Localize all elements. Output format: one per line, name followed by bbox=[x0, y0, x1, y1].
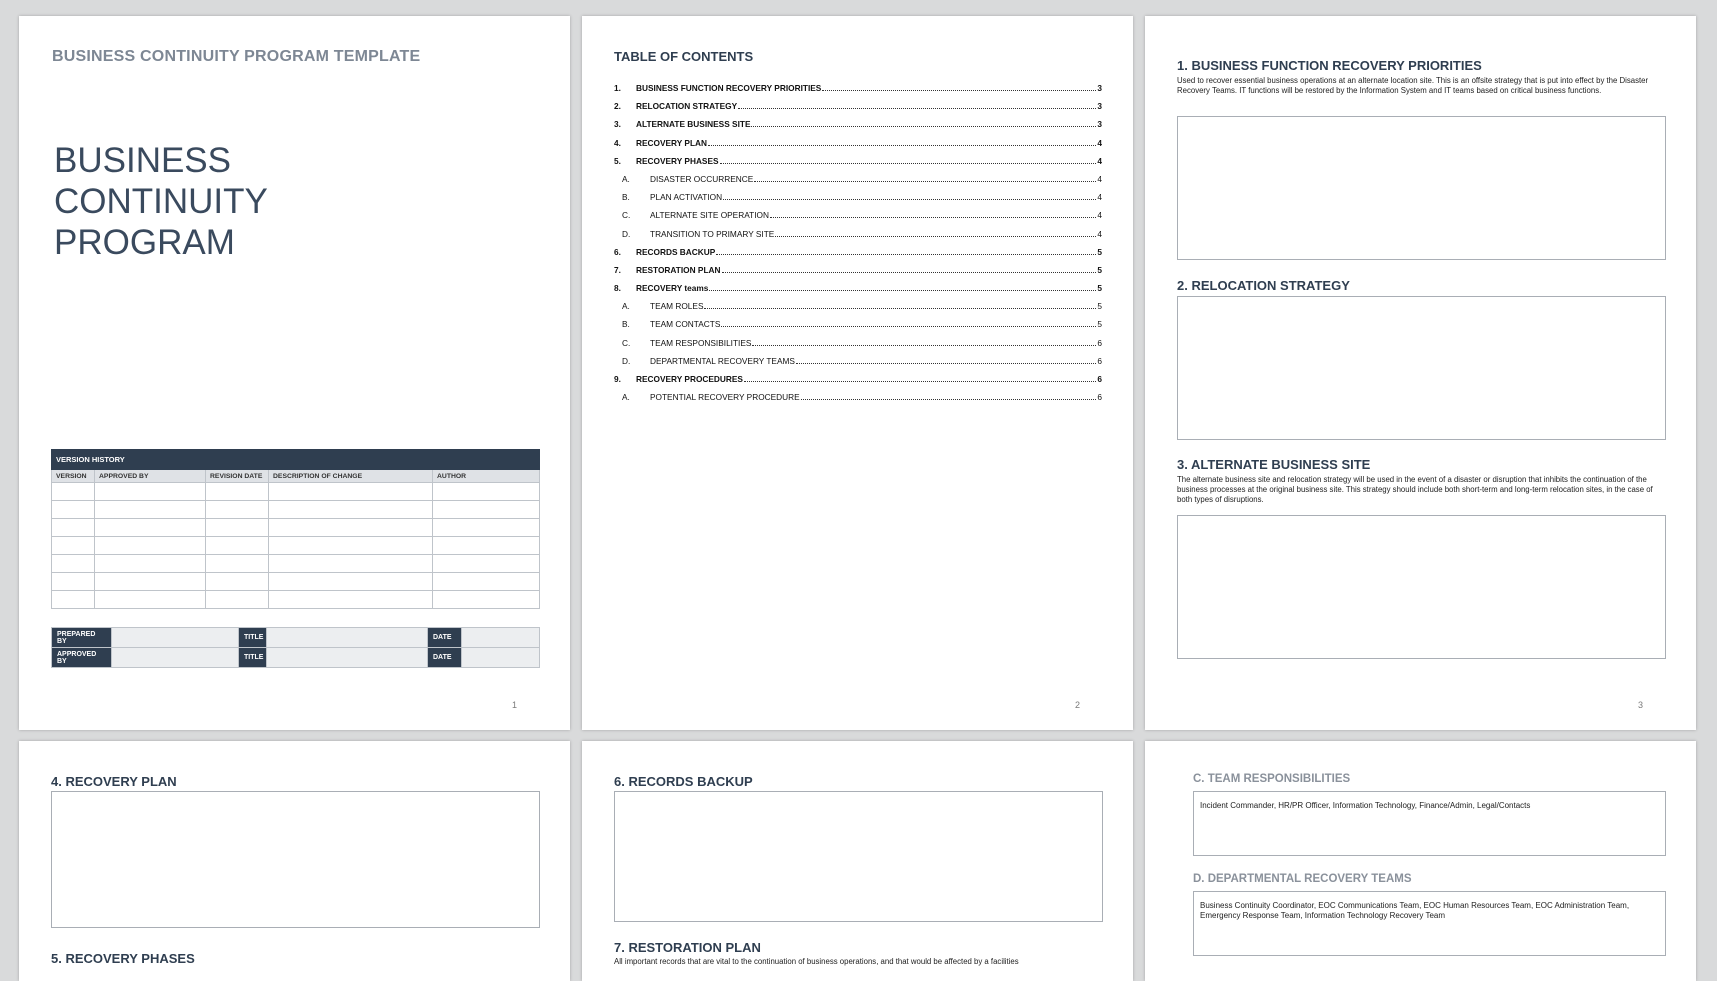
toc-entry-page: 4 bbox=[1097, 192, 1102, 203]
title-label: TITLE bbox=[239, 648, 267, 668]
toc-entry-text: RECOVERY PROCEDURES bbox=[636, 374, 743, 384]
toc-leader-dots bbox=[822, 90, 1096, 91]
table-cell[interactable] bbox=[95, 591, 206, 609]
template-label: BUSINESS CONTINUITY PROGRAM TEMPLATE bbox=[52, 48, 421, 65]
table-cell[interactable] bbox=[206, 483, 269, 501]
toc-entry-text: RECOVERY PHASES bbox=[636, 155, 719, 166]
section-2-heading: 2. RELOCATION STRATEGY bbox=[1177, 278, 1350, 293]
toc-entry-number: A. bbox=[622, 173, 630, 184]
table-cell[interactable] bbox=[95, 573, 206, 591]
toc-entry-number: 5. bbox=[614, 155, 621, 166]
toc-entry-page: 5 bbox=[1097, 246, 1102, 257]
date-label: DATE bbox=[428, 628, 462, 648]
toc-entry-number: 7. bbox=[614, 264, 621, 275]
toc-entry[interactable] bbox=[614, 319, 1102, 337]
toc-entry-number: A. bbox=[622, 301, 630, 312]
table-cell[interactable] bbox=[206, 591, 269, 609]
toc-leader-dots bbox=[751, 126, 1096, 127]
toc-entry-text: POTENTIAL RECOVERY PROCEDURE bbox=[650, 392, 800, 403]
section-6-heading: 6. RECORDS BACKUP bbox=[614, 774, 753, 789]
toc-entry-text: RECORDS BACKUP bbox=[636, 246, 716, 257]
version-history-table bbox=[51, 449, 540, 609]
toc-entry-page: 3 bbox=[1097, 119, 1102, 130]
date-label: DATE bbox=[428, 648, 462, 668]
approved-by-label: APPROVED BY bbox=[52, 648, 112, 668]
table-cell[interactable] bbox=[433, 483, 540, 501]
table-cell[interactable] bbox=[269, 555, 433, 573]
toc-entry[interactable] bbox=[614, 83, 1102, 101]
toc-leader-dots bbox=[722, 272, 1097, 273]
title-line-1: BUSINESS CONTINUITY bbox=[54, 141, 268, 221]
toc-entry-text: RECOVERY teams bbox=[636, 283, 709, 294]
col-approved-by: APPROVED BY bbox=[95, 470, 206, 483]
col-description: DESCRIPTION OF CHANGE bbox=[269, 470, 433, 483]
table-cell[interactable] bbox=[269, 483, 433, 501]
col-revision-date: REVISION DATE bbox=[206, 470, 269, 483]
table-cell[interactable] bbox=[433, 591, 540, 609]
toc-entry-number: 3. bbox=[614, 119, 621, 130]
table-row bbox=[52, 501, 540, 519]
approved-by-field[interactable] bbox=[112, 648, 239, 668]
toc-entry[interactable] bbox=[614, 283, 1102, 301]
toc-entry[interactable] bbox=[614, 247, 1102, 265]
toc-entry-page: 6 bbox=[1097, 337, 1102, 348]
toc-entry-text: BUSINESS FUNCTION RECOVERY PRIORITIES bbox=[636, 83, 822, 93]
toc-entry-text: DEPARTMENTAL RECOVERY TEAMS bbox=[650, 355, 795, 366]
toc-entry-page: 5 bbox=[1097, 283, 1102, 294]
toc-leader-dots bbox=[721, 326, 1096, 327]
toc-entry-text: RELOCATION STRATEGY bbox=[636, 101, 738, 112]
toc-leader-dots bbox=[754, 181, 1096, 182]
table-cell[interactable] bbox=[95, 519, 206, 537]
table-of-contents bbox=[614, 83, 1102, 410]
toc-entry[interactable] bbox=[614, 392, 1102, 410]
table-row bbox=[52, 483, 540, 501]
page-1 bbox=[19, 16, 570, 730]
toc-entry-number: B. bbox=[622, 192, 630, 203]
toc-entry-number: 6. bbox=[614, 246, 621, 257]
toc-entry-number: B. bbox=[622, 319, 630, 330]
page-number: 2 bbox=[1075, 700, 1081, 710]
toc-entry-number: 2. bbox=[614, 101, 621, 112]
approved-title-field[interactable] bbox=[267, 648, 428, 668]
toc-leader-dots bbox=[708, 145, 1096, 146]
toc-entry[interactable] bbox=[614, 265, 1102, 283]
team-responsibilities-box[interactable] bbox=[1193, 791, 1666, 856]
prepared-by-field[interactable] bbox=[112, 628, 239, 648]
prepared-by-row bbox=[51, 627, 540, 648]
toc-entry-page: 4 bbox=[1097, 228, 1102, 239]
table-cell[interactable] bbox=[52, 537, 95, 555]
toc-entry-page: 6 bbox=[1097, 355, 1102, 366]
table-cell[interactable] bbox=[206, 555, 269, 573]
toc-leader-dots bbox=[801, 399, 1097, 400]
table-cell[interactable] bbox=[433, 573, 540, 591]
page-4 bbox=[19, 741, 570, 981]
table-cell[interactable] bbox=[269, 591, 433, 609]
table-cell[interactable] bbox=[206, 573, 269, 591]
table-cell[interactable] bbox=[206, 519, 269, 537]
toc-entry[interactable] bbox=[614, 356, 1102, 374]
team-responsibilities-text: Incident Commander, HR/PR Officer, Information Technology, Finance/Admin, Legal/Contacts bbox=[1200, 801, 1531, 810]
toc-entry-number: C. bbox=[622, 337, 631, 348]
table-cell[interactable] bbox=[52, 591, 95, 609]
page-number: 3 bbox=[1638, 700, 1644, 710]
table-cell[interactable] bbox=[52, 573, 95, 591]
page-2 bbox=[582, 16, 1133, 730]
toc-entry-number: 1. bbox=[614, 83, 621, 93]
prepared-by-label: PREPARED BY bbox=[52, 628, 112, 648]
toc-entry[interactable] bbox=[614, 338, 1102, 356]
departmental-recovery-teams-heading: D. DEPARTMENTAL RECOVERY TEAMS bbox=[1193, 873, 1412, 885]
toc-entry[interactable] bbox=[614, 301, 1102, 319]
team-responsibilities-heading: C. TEAM RESPONSIBILITIES bbox=[1193, 773, 1351, 785]
title-line-2: PROGRAM bbox=[54, 223, 235, 262]
approved-date-field[interactable] bbox=[462, 648, 540, 668]
departmental-recovery-teams-text: Business Continuity Coordinator, EOC Communications Team, EOC Human Resources Team, EOC Administration Team, Emergency Response Team, Information Technology Recovery Team bbox=[1200, 901, 1630, 920]
toc-entry-text: DISASTER OCCURRENCE bbox=[650, 173, 754, 184]
toc-entry-page: 6 bbox=[1097, 374, 1102, 384]
toc-entry[interactable] bbox=[614, 156, 1102, 174]
toc-leader-dots bbox=[770, 217, 1096, 218]
title-label: TITLE bbox=[239, 628, 267, 648]
document-title bbox=[54, 140, 434, 263]
section-1-heading: 1. BUSINESS FUNCTION RECOVERY PRIORITIES bbox=[1177, 58, 1482, 73]
page-number: 1 bbox=[512, 700, 518, 710]
version-history-heading: VERSION HISTORY bbox=[52, 450, 540, 470]
table-cell[interactable] bbox=[52, 519, 95, 537]
section-4-input-box[interactable] bbox=[51, 791, 540, 928]
table-cell[interactable] bbox=[269, 573, 433, 591]
toc-entry-number: A. bbox=[622, 392, 630, 403]
toc-entry-text: ALTERNATE SITE OPERATION bbox=[650, 210, 769, 221]
section-7-heading: 7. RESTORATION PLAN bbox=[614, 940, 761, 955]
section-5-heading: 5. RECOVERY PHASES bbox=[51, 951, 195, 966]
table-cell[interactable] bbox=[433, 555, 540, 573]
toc-entry-page: 5 bbox=[1097, 264, 1102, 275]
toc-leader-dots bbox=[704, 308, 1096, 309]
toc-entry-number: 4. bbox=[614, 137, 621, 148]
table-cell[interactable] bbox=[433, 501, 540, 519]
table-row bbox=[52, 519, 540, 537]
table-row bbox=[52, 537, 540, 555]
approved-by-row bbox=[51, 647, 540, 668]
page-3 bbox=[1145, 16, 1696, 730]
version-history-body bbox=[52, 483, 540, 609]
table-cell[interactable] bbox=[433, 537, 540, 555]
toc-entry-page: 4 bbox=[1097, 173, 1102, 184]
toc-entry-text: TEAM CONTACTS bbox=[650, 319, 721, 330]
table-cell[interactable] bbox=[206, 537, 269, 555]
section-6-input-box[interactable] bbox=[614, 791, 1103, 922]
toc-entry-text: TRANSITION TO PRIMARY SITE bbox=[650, 228, 775, 239]
section-4-heading: 4. RECOVERY PLAN bbox=[51, 774, 177, 789]
toc-leader-dots bbox=[744, 381, 1096, 382]
table-cell[interactable] bbox=[52, 483, 95, 501]
table-cell[interactable] bbox=[433, 519, 540, 537]
toc-entry-number: 9. bbox=[614, 374, 621, 384]
table-cell[interactable] bbox=[206, 501, 269, 519]
toc-entry-page: 3 bbox=[1097, 101, 1102, 112]
toc-entry-text: TEAM ROLES bbox=[650, 301, 704, 312]
page-6 bbox=[1145, 741, 1696, 981]
table-cell[interactable] bbox=[52, 555, 95, 573]
toc-entry-text: TEAM RESPONSIBILITIES bbox=[650, 337, 752, 348]
section-2-input-box[interactable] bbox=[1177, 296, 1666, 440]
prepared-title-field[interactable] bbox=[267, 628, 428, 648]
toc-leader-dots bbox=[723, 199, 1096, 200]
toc-entry[interactable] bbox=[614, 101, 1102, 119]
toc-entry[interactable] bbox=[614, 138, 1102, 156]
toc-entry[interactable] bbox=[614, 192, 1102, 210]
table-cell[interactable] bbox=[269, 501, 433, 519]
toc-entry-text: RECOVERY PLAN bbox=[636, 137, 707, 148]
toc-entry[interactable] bbox=[614, 210, 1102, 228]
section-1-description: Used to recover essential business operations at an alternate location site. This is an offsite strategy that is put into effect by the Disaster Recovery Teams. IT functions will be restored by the Information System and IT teams based on critical business functions. bbox=[1177, 76, 1649, 95]
prepared-date-field[interactable] bbox=[462, 628, 540, 648]
table-row bbox=[52, 591, 540, 609]
toc-entry-number: 8. bbox=[614, 283, 621, 294]
toc-entry-text: PLAN ACTIVATION bbox=[650, 192, 723, 203]
toc-leader-dots bbox=[752, 345, 1096, 346]
table-cell[interactable] bbox=[269, 537, 433, 555]
toc-leader-dots bbox=[775, 236, 1096, 237]
toc-title: TABLE OF CONTENTS bbox=[614, 49, 754, 64]
table-cell[interactable] bbox=[95, 483, 206, 501]
version-history-columns bbox=[52, 470, 540, 483]
toc-entry[interactable] bbox=[614, 119, 1102, 137]
toc-leader-dots bbox=[720, 163, 1097, 164]
toc-entry-text: RESTORATION PLAN bbox=[636, 264, 721, 275]
toc-entry[interactable] bbox=[614, 374, 1102, 392]
toc-entry-number: D. bbox=[622, 228, 631, 239]
section-7-description: All important records that are vital to the continuation of business operations, and that would be affected by a facilities bbox=[614, 957, 1019, 966]
toc-entry-page: 6 bbox=[1097, 392, 1102, 403]
col-author: AUTHOR bbox=[433, 470, 540, 483]
departmental-recovery-teams-box[interactable] bbox=[1193, 891, 1666, 956]
table-cell[interactable] bbox=[95, 555, 206, 573]
toc-entry-page: 5 bbox=[1097, 319, 1102, 330]
page-5 bbox=[582, 741, 1133, 981]
section-3-heading: 3. ALTERNATE BUSINESS SITE bbox=[1177, 457, 1371, 472]
toc-entry-text: ALTERNATE BUSINESS SITE bbox=[636, 119, 751, 130]
toc-entry-page: 4 bbox=[1097, 210, 1102, 221]
section-1-input-box[interactable] bbox=[1177, 116, 1666, 260]
table-row bbox=[52, 555, 540, 573]
table-cell[interactable] bbox=[269, 519, 433, 537]
table-cell[interactable] bbox=[52, 501, 95, 519]
toc-leader-dots bbox=[796, 363, 1096, 364]
toc-entry[interactable] bbox=[614, 174, 1102, 192]
toc-entry-page: 4 bbox=[1097, 155, 1102, 166]
section-3-description: The alternate business site and relocation strategy will be used in the event of a disaster or disruption that inhibits the continuation of the business processes at the original business site. This strategy should include both short-term and long-term relocation sites, in the case of both types of disruptions. bbox=[1177, 475, 1653, 504]
section-3-input-box[interactable] bbox=[1177, 515, 1666, 659]
col-version: VERSION bbox=[52, 470, 95, 483]
table-cell[interactable] bbox=[95, 537, 206, 555]
toc-leader-dots bbox=[709, 290, 1096, 291]
toc-entry-number: C. bbox=[622, 210, 631, 221]
table-cell[interactable] bbox=[95, 501, 206, 519]
toc-leader-dots bbox=[716, 254, 1096, 255]
toc-entry-page: 3 bbox=[1097, 83, 1102, 93]
table-row bbox=[52, 573, 540, 591]
toc-leader-dots bbox=[738, 108, 1096, 109]
toc-entry[interactable] bbox=[614, 229, 1102, 247]
toc-entry-page: 4 bbox=[1097, 137, 1102, 148]
toc-entry-page: 5 bbox=[1097, 301, 1102, 312]
toc-entry-number: D. bbox=[622, 355, 631, 366]
